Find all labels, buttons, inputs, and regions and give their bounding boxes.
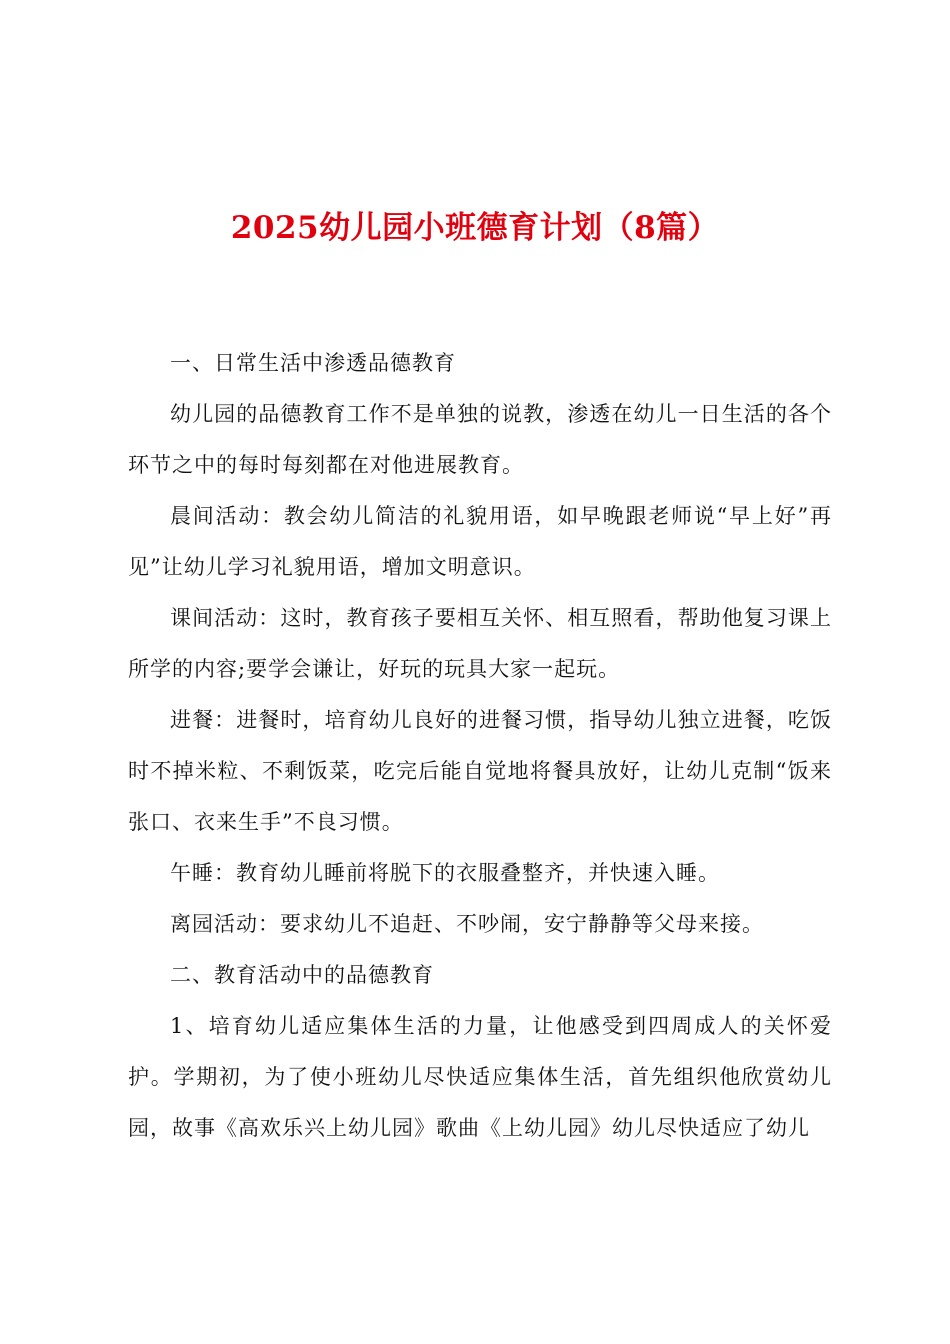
paragraph: 1、培育幼儿适应集体生活的力量，让他感受到四周成人的关怀爱护。学期初，为了使小班幼儿尽快适应集体生活，首先组织他欣赏幼儿园，故事《高欢乐兴上幼儿园》歌曲《上幼儿园》幼儿尽快适应了幼儿 xyxy=(128,1014,832,1140)
document-body xyxy=(128,338,832,1154)
heading-section-1: 一、日常生活中渗透品德教育 xyxy=(170,351,456,375)
paragraph: 离园活动：要求幼儿不追赶、不吵闹，安宁静静等父母来接。 xyxy=(170,912,764,936)
paragraph: 幼儿园的品德教育工作不是单独的说教，渗透在幼儿一日生活的各个环节之中的每时每刻都在对他进展教育。 xyxy=(128,402,832,477)
heading-section-2: 二、教育活动中的品德教育 xyxy=(170,963,434,987)
paragraph: 晨间活动：教会幼儿简洁的礼貌用语，如早晚跟老师说“早上好”再见”让幼儿学习礼貌用语，增加文明意识。 xyxy=(128,504,832,579)
document-title: 2025幼儿园小班德育计划（8篇） xyxy=(230,210,720,246)
paragraph: 课间活动：这时，教育孩子要相互关怀、相互照看，帮助他复习课上所学的内容;要学会谦让，好玩的玩具大家一起玩。 xyxy=(128,606,832,681)
paragraph: 进餐：进餐时，培育幼儿良好的进餐习惯，指导幼儿独立进餐，吃饭时不掉米粒、不剩饭菜，吃完后能自觉地将餐具放好，让幼儿克制“饭来张口、衣来生手”不良习惯。 xyxy=(128,708,832,834)
paragraph: 午睡：教育幼儿睡前将脱下的衣服叠整齐，并快速入睡。 xyxy=(170,861,720,885)
